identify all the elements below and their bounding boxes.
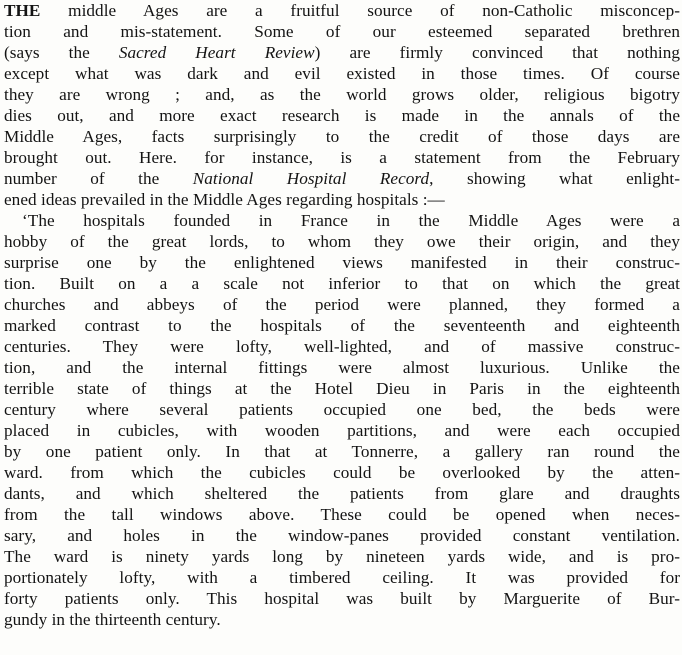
opening-word: THE xyxy=(4,1,41,20)
paragraph-2-line-12: by one patient only. In that at Tonnerre, a gallery ran round the xyxy=(4,442,680,461)
paragraph-2-line-19: forty patients only. This hospital was built by Marguerite of Bur- xyxy=(4,589,680,608)
paragraph-1-line-5: they are wrong ; and, as the world grows older, religious bigotry xyxy=(4,85,680,104)
paragraph-2-line-13: ward. from which the cubicles could be overlooked by the atten- xyxy=(4,463,680,482)
paragraph-1-line-1 xyxy=(4,1,680,21)
line-text: (says the xyxy=(4,43,90,62)
paragraph-2-line-2: hobby of the great lords, to whom they owe their origin, and they xyxy=(4,232,680,251)
line-text: ) are firmly convinced that nothing xyxy=(314,43,680,62)
paragraph-2-line-10: century where several patients occupied one bed, the beds were xyxy=(4,400,680,419)
paragraph-2-line-7: centuries. They were lofty, well-lighted, and of massive construc- xyxy=(4,337,680,356)
paragraph-1-line-10: ened ideas prevailed in the Middle Ages regarding hospitals :— xyxy=(4,190,445,209)
paragraph-2-line-3: surprise one by the enlightened views manifested in their construc- xyxy=(4,253,680,272)
paragraph-2-line-4: tion. Built on a a scale not inferior to that on which the great xyxy=(4,274,680,293)
line-text: number of the xyxy=(4,169,160,188)
paragraph-1-line-3 xyxy=(4,43,680,63)
paragraph-1-line-6: dies out, and more exact research is made in the annals of the xyxy=(4,106,680,125)
publication-title: Sacred Heart Review xyxy=(118,43,315,62)
paragraph-1-line-7: Middle Ages, facts surprisingly to the credit of those days are xyxy=(4,127,680,146)
paragraph-2-line-17: The ward is ninety yards long by nineteen yards wide, and is pro- xyxy=(4,547,680,566)
paragraph-1-line-4: except what was dark and evil existed in those times. Of course xyxy=(4,64,680,83)
line-text: middle Ages are a fruitful source of non-Catholic misconcep- xyxy=(68,1,680,20)
paragraph-2-line-8: tion, and the internal fittings were almost luxurious. Unlike the xyxy=(4,358,680,377)
paragraph-2-line-1: ‘The hospitals founded in France in the Middle Ages were a xyxy=(22,211,680,230)
paragraph-2-line-11: placed in cubicles, with wooden partitions, and were each occupied xyxy=(4,421,680,440)
paragraph-2-line-18: portionately lofty, with a timbered ceiling. It was provided for xyxy=(4,568,680,587)
paragraph-2-line-9: terrible state of things at the Hotel Dieu in Paris in the eighteenth xyxy=(4,379,680,398)
paragraph-1-line-8: brought out. Here. for instance, is a statement from the February xyxy=(4,148,680,167)
paragraph-1-line-2: tion and mis-statement. Some of our esteemed separated brethren xyxy=(4,22,680,41)
paragraph-2-line-16: sary, and holes in the window-panes provided constant ventilation. xyxy=(4,526,680,545)
paragraph-2-line-6: marked contrast to the hospitals of the seventeenth and eighteenth xyxy=(4,316,680,335)
paragraph-2-line-15: from the tall windows above. These could be opened when neces- xyxy=(4,505,680,524)
paragraph-2-line-5: churches and abbeys of the period were planned, they formed a xyxy=(4,295,680,314)
paragraph-1-line-9 xyxy=(4,169,680,189)
line-text: , showing what enlight- xyxy=(429,169,680,188)
paragraph-2-line-14: dants, and which sheltered the patients from glare and draughts xyxy=(4,484,680,503)
publication-title: National Hospital Record xyxy=(192,169,430,188)
paragraph-2-line-20: gundy in the thirteenth century. xyxy=(4,610,221,629)
